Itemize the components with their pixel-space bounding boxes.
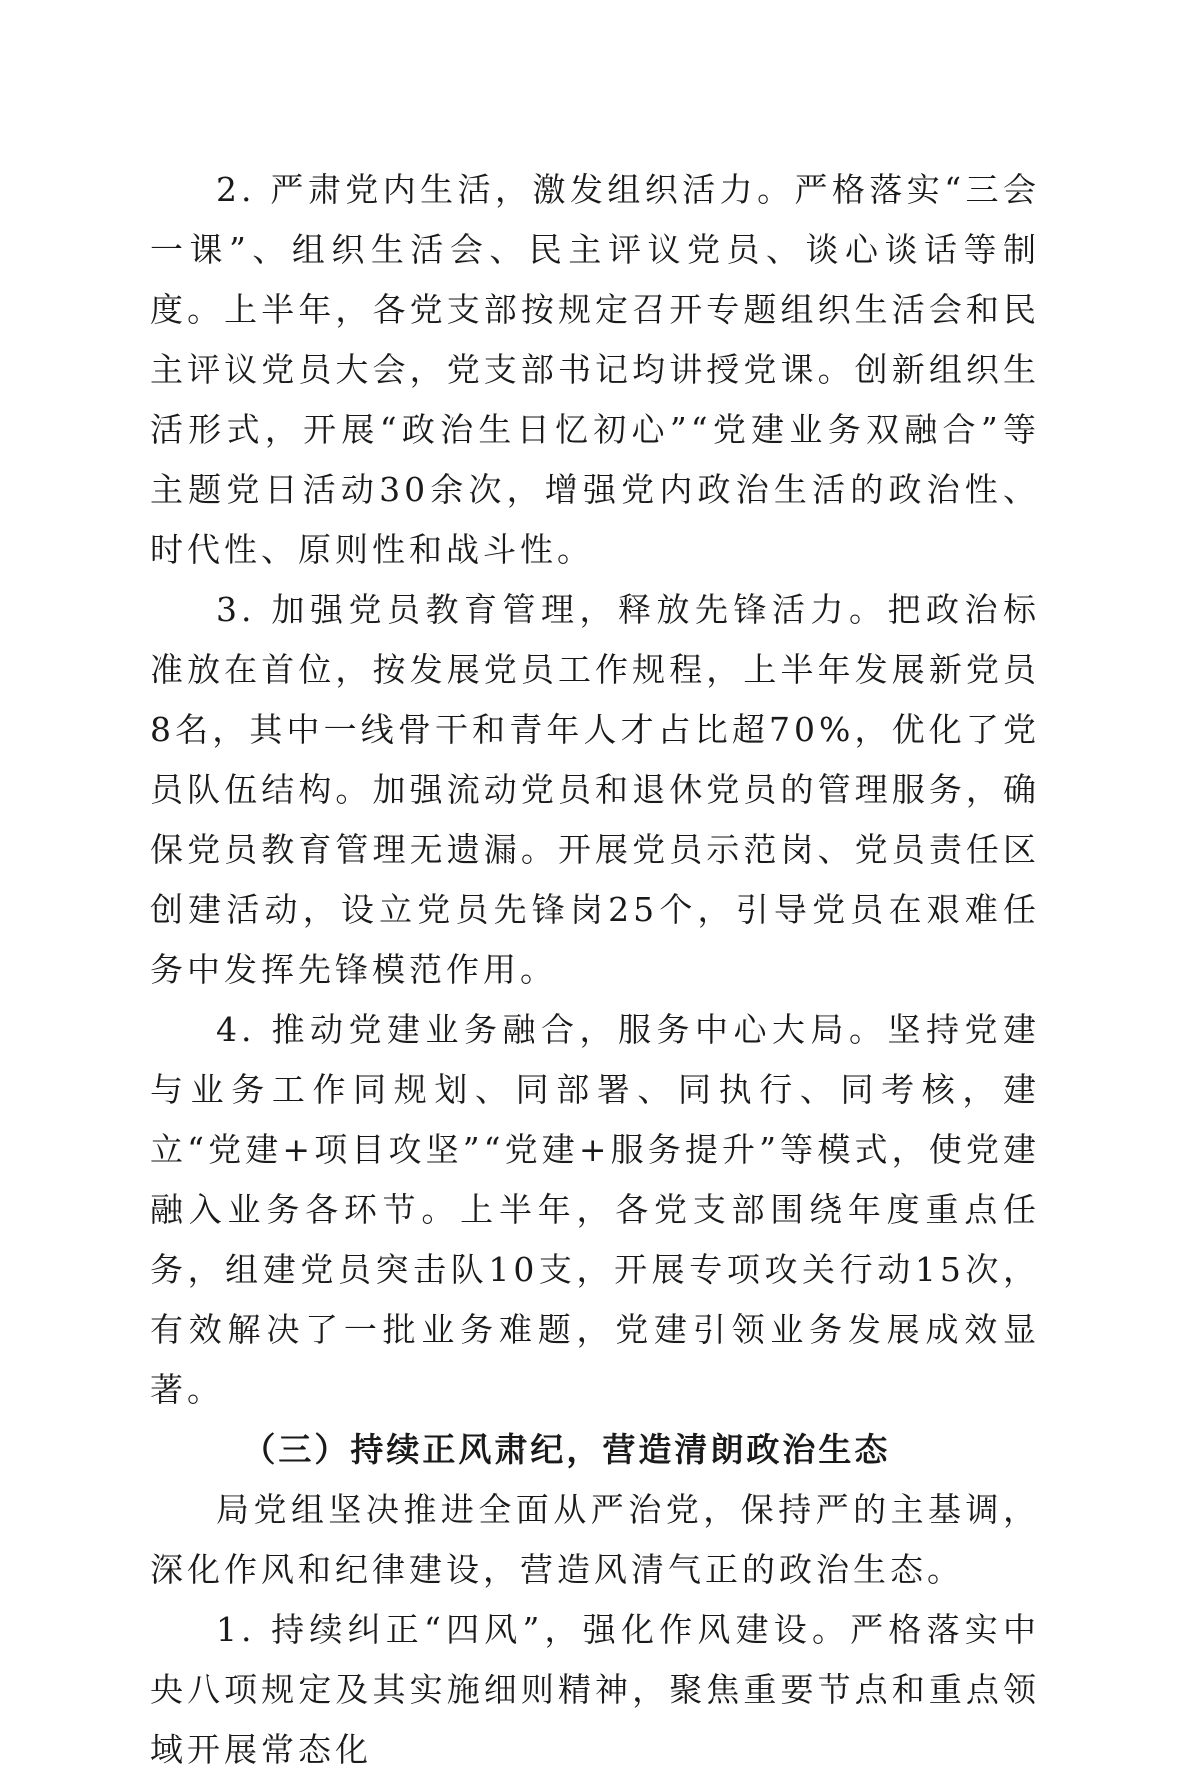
paragraph-section-intro: 局党组坚决推进全面从严治党，保持严的主基调，深化作风和纪律建设，营造风清气正的政治生态。 bbox=[150, 1490, 1040, 1589]
paragraph-business-integration: 4. 推动党建业务融合，服务中心大局。坚持党建与业务工作同规划、同部署、同执行、同考核，建立“党建+项目攻坚”“党建+服务提升”等模式，使党建融入业务各环节。上半年，各党支部围绕年度重点任务，组建党员突击队10支，开展专项攻关行动15次，有效解决了一批业务难题，党建引领业务发展成效显著。 bbox=[150, 1010, 1040, 1409]
paragraph-member-education: 3. 加强党员教育管理，释放先锋活力。把政治标准放在首位，按发展党员工作规程，上半年发展新党员8名，其中一线骨干和青年人才占比超70%，优化了党员队伍结构。加强流动党员和退休党员的管理服务，确保党员教育管理无遗漏。开展党员示范岗、党员责任区创建活动，设立党员先锋岗25个，引导党员在艰难任务中发挥先锋模范作用。 bbox=[150, 590, 1040, 989]
section-heading: （三）持续正风肃纪，营造清朗政治生态 bbox=[242, 1430, 891, 1469]
paragraph-four-winds: 1. 持续纠正“四风”，强化作风建设。严格落实中央八项规定及其实施细则精神，聚焦重要节点和重点领域开展常态化 bbox=[150, 1610, 1040, 1769]
document-body bbox=[150, 160, 1040, 1780]
paragraph-party-life: 2. 严肃党内生活，激发组织活力。严格落实“三会一课”、组织生活会、民主评议党员、谈心谈话等制度。上半年，各党支部按规定召开专题组织生活会和民主评议党员大会，党支部书记均讲授党课。创新组织生活形式，开展“政治生日忆初心”“党建业务双融合”等主题党日活动30余次，增强党内政治生活的政治性、时代性、原则性和战斗性。 bbox=[150, 170, 1040, 569]
